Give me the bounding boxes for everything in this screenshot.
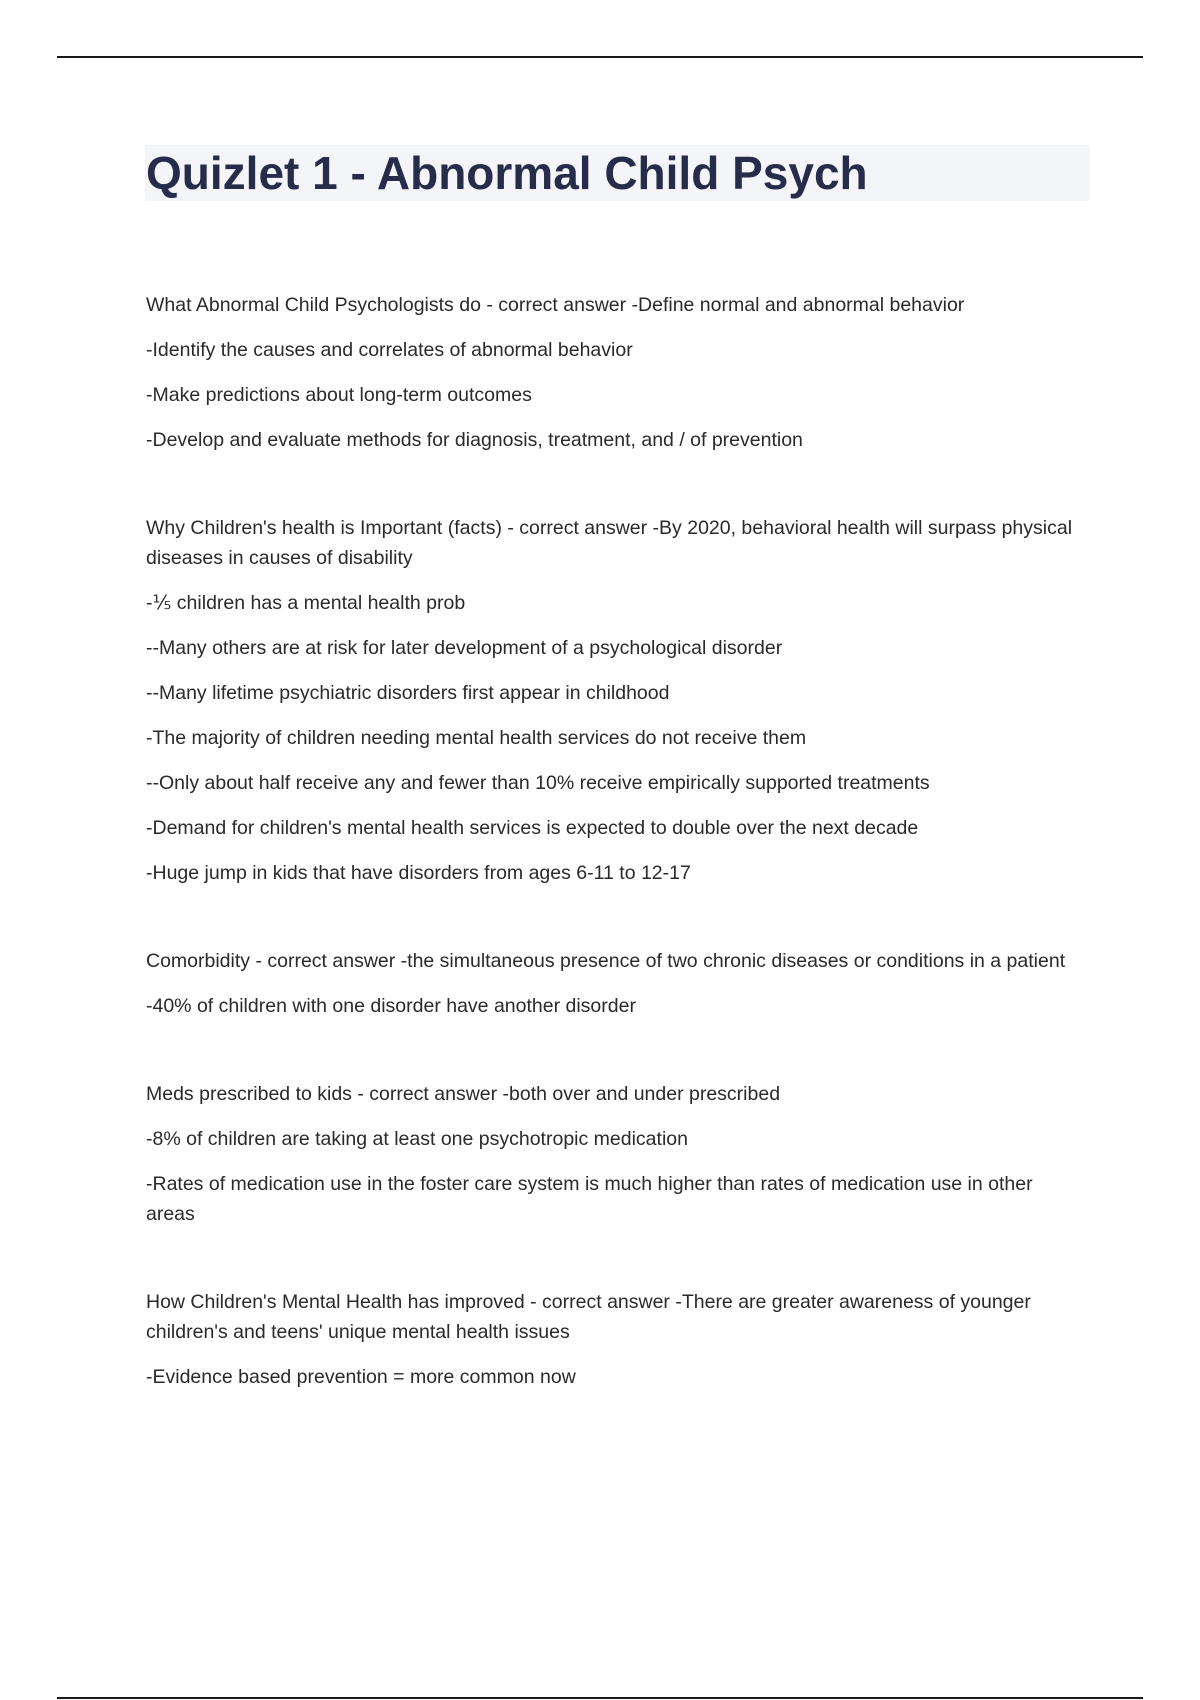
answer-line: --Only about half receive any and fewer than 10% receive empirically supported treatments [146,772,930,794]
question-line: Comorbidity - correct answer -the simultaneous presence of two chronic diseases or conditions in a patient [146,950,1066,972]
section-psychologists [146,290,1076,455]
answer-line: --Many lifetime psychiatric disorders first appear in childhood [146,682,670,704]
answer-line: -8% of children are taking at least one psychotropic medication [146,1128,688,1150]
question-line: How Children's Mental Health has improved - correct answer -There are greater awareness of younger children's and teens' unique mental health issues [146,1291,1031,1343]
document-body [146,290,1076,1450]
question-line: What Abnormal Child Psychologists do - correct answer -Define normal and abnormal behavior [146,294,965,316]
answer-line: -The majority of children needing mental health services do not receive them [146,727,807,749]
section-improvement [146,1287,1076,1392]
answer-line: -Evidence based prevention = more common now [146,1366,576,1388]
answer-line: -Rates of medication use in the foster care system is much higher than rates of medication use in other areas [146,1173,1033,1225]
bottom-rule [57,1697,1143,1699]
top-rule [57,56,1143,58]
answer-line: -40% of children with one disorder have another disorder [146,995,636,1017]
answer-line: -Develop and evaluate methods for diagnosis, treatment, and / of prevention [146,429,803,451]
page-title: Quizlet 1 - Abnormal Child Psych [146,147,868,199]
section-meds [146,1079,1076,1229]
answer-line: --Many others are at risk for later development of a psychological disorder [146,637,783,659]
answer-line: -⅕ children has a mental health prob [146,592,466,614]
answer-line: -Make predictions about long-term outcomes [146,384,532,406]
answer-line: -Identify the causes and correlates of abnormal behavior [146,339,633,361]
question-line: Meds prescribed to kids - correct answer -both over and under prescribed [146,1083,781,1105]
question-line: Why Children's health is Important (facts) - correct answer -By 2020, behavioral health will surpass physical diseases in causes of disability [146,517,1073,569]
section-childrens-health [146,513,1076,888]
answer-line: -Demand for children's mental health services is expected to double over the next decade [146,817,919,839]
answer-line: -Huge jump in kids that have disorders from ages 6-11 to 12-17 [146,862,691,884]
section-comorbidity [146,946,1076,1021]
